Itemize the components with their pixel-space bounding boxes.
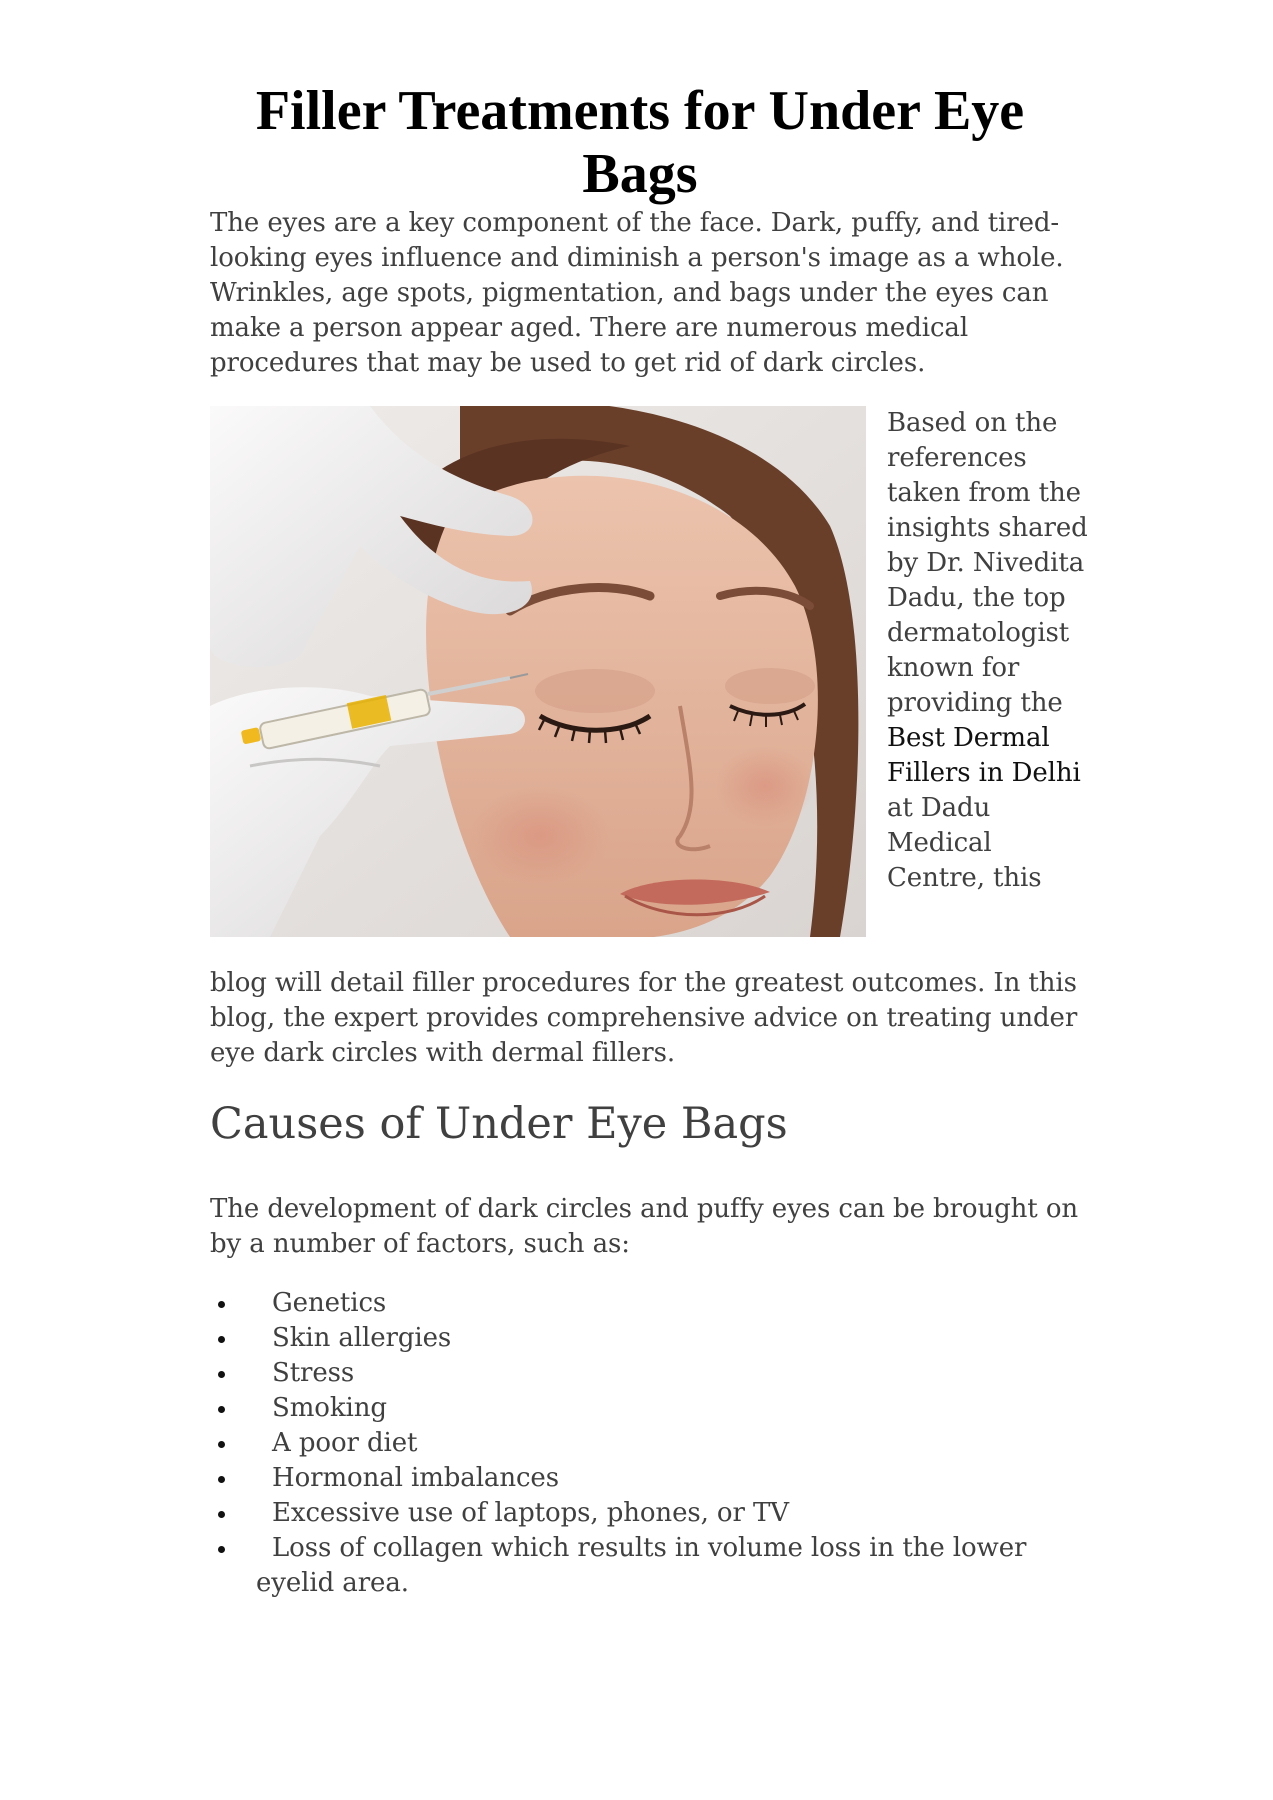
aside-paragraph [887, 406, 1092, 896]
intro-paragraph: The eyes are a key component of the face. Dark, puffy, and tired-looking eyes influence and diminish a person's image as a whole. Wrinkles, age spots, pigmentation, and bags under the eyes can make a person appear aged. There are numerous medical procedures that may be used to get rid of dark circles. [210, 208, 1064, 378]
aside-text-before: Based on the references taken from the insights shared by Dr. Nivedita Dadu, the top dermatologist known for providing the [887, 408, 1088, 718]
continuation-paragraph: blog will detail filler procedures for the greatest outcomes. In this blog, the expert provides comprehensive advice on treating under eye dark circles with dermal fillers. [210, 968, 1078, 1068]
list-item [210, 1356, 1090, 1391]
list-item-text: Genetics [272, 1288, 387, 1318]
bullet-icon [218, 1511, 225, 1518]
list-item [210, 1321, 1090, 1356]
list-item-text: Hormonal imbalances [272, 1463, 559, 1493]
causes-intro-paragraph: The development of dark circles and puffy eyes can be brought on by a number of factors, such as: [210, 1194, 1079, 1259]
list-item-text: Loss of collagen which results in volume loss in the lower eyelid area. [256, 1533, 1027, 1598]
list-item [210, 1286, 1090, 1321]
bullet-icon [218, 1336, 225, 1343]
bullet-icon [218, 1406, 225, 1413]
list-item [210, 1391, 1090, 1426]
list-item [210, 1531, 1090, 1601]
causes-list [210, 1286, 1090, 1601]
list-item [210, 1496, 1090, 1531]
list-item [210, 1461, 1090, 1496]
bullet-icon [218, 1301, 225, 1308]
aside-text-after: at Dadu Medical Centre, this [887, 793, 1042, 893]
list-item-text: A poor diet [272, 1428, 418, 1458]
bullet-icon [218, 1371, 225, 1378]
bullet-icon [218, 1546, 225, 1553]
bullet-icon [218, 1441, 225, 1448]
list-item-text: Excessive use of laptops, phones, or TV [272, 1498, 789, 1528]
list-item-text: Smoking [272, 1393, 387, 1423]
under-eye-filler-injection-photo [210, 406, 866, 937]
list-item-text: Skin allergies [272, 1323, 452, 1353]
causes-heading: Causes of Under Eye Bags [210, 1099, 788, 1149]
best-dermal-fillers-link[interactable]: Best Dermal Fillers in Delhi [887, 723, 1081, 788]
list-item-text: Stress [272, 1358, 355, 1388]
bullet-icon [218, 1476, 225, 1483]
list-item [210, 1426, 1090, 1461]
page-title: Filler Treatments for Under Eye Bags [255, 80, 1025, 205]
